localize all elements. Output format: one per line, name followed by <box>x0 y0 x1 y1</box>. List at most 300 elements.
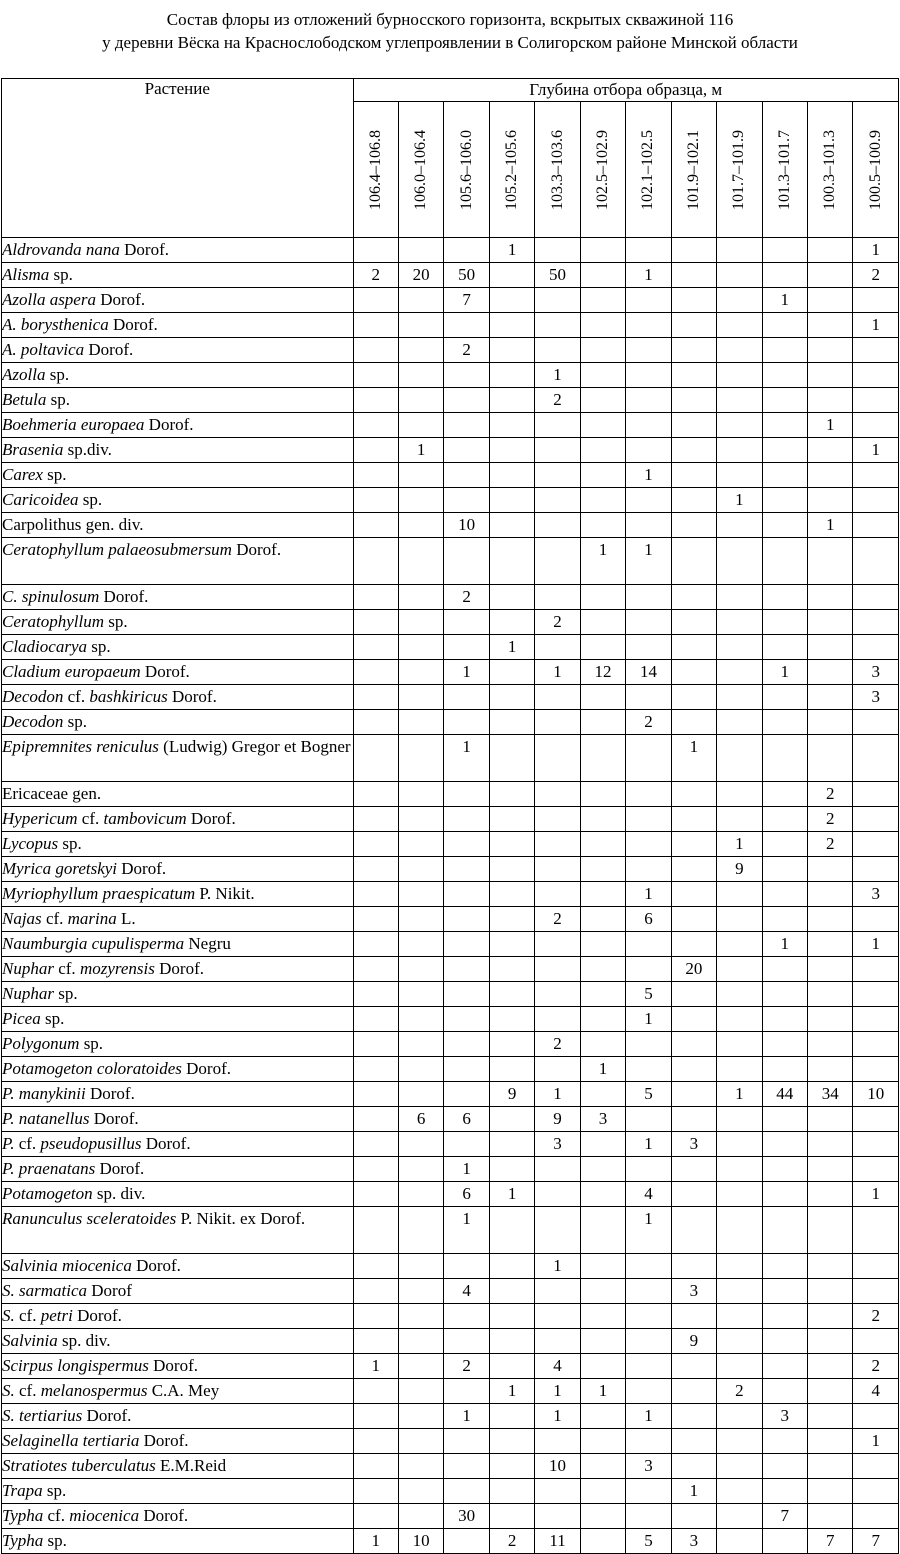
species-name-text: P. Nikit. ex Dorof. <box>176 1209 306 1228</box>
count-cell <box>444 1429 489 1454</box>
count-cell: 3 <box>580 1107 625 1132</box>
depth-label: 100.3–101.3 <box>821 129 839 210</box>
count-cell <box>671 585 716 610</box>
count-cell <box>580 1404 625 1429</box>
count-cell <box>626 735 671 782</box>
count-cell <box>853 1254 899 1279</box>
plant-name-cell <box>2 832 354 857</box>
count-cell <box>353 635 398 660</box>
count-cell <box>808 1329 853 1354</box>
species-name-italic: Ceratophyllum palaeosubmersum <box>2 540 232 559</box>
plant-name-cell <box>2 1404 354 1429</box>
count-cell <box>762 413 807 438</box>
table-row <box>2 388 899 413</box>
count-cell <box>808 710 853 735</box>
table-row <box>2 1379 899 1404</box>
count-cell: 1 <box>444 1207 489 1254</box>
count-cell <box>808 438 853 463</box>
count-cell <box>444 1057 489 1082</box>
count-cell <box>671 363 716 388</box>
plant-column-header: Растение <box>2 79 354 238</box>
count-cell <box>535 1329 580 1354</box>
count-cell <box>444 413 489 438</box>
table-row <box>2 857 899 882</box>
count-cell <box>808 932 853 957</box>
count-cell <box>398 388 443 413</box>
count-cell: 50 <box>444 263 489 288</box>
depth-label: 101.7–101.9 <box>730 129 748 210</box>
count-cell <box>489 1354 534 1379</box>
count-cell <box>444 1379 489 1404</box>
count-cell <box>853 338 899 363</box>
table-row <box>2 363 899 388</box>
species-name-text: Ericaceae gen. <box>2 784 102 803</box>
count-cell <box>398 832 443 857</box>
count-cell <box>489 438 534 463</box>
species-name-italic: Nuphar <box>2 959 54 978</box>
count-cell <box>717 807 762 832</box>
count-cell <box>717 735 762 782</box>
species-name-text: sp. <box>63 712 87 731</box>
count-cell <box>580 1007 625 1032</box>
count-cell <box>808 1182 853 1207</box>
count-cell <box>808 1429 853 1454</box>
count-cell <box>535 488 580 513</box>
count-cell <box>353 832 398 857</box>
count-cell <box>762 363 807 388</box>
table-row <box>2 807 899 832</box>
count-cell <box>671 1057 716 1082</box>
species-name-italic: S. <box>2 1306 15 1325</box>
count-cell <box>398 957 443 982</box>
table-row <box>2 1057 899 1082</box>
count-cell <box>808 338 853 363</box>
plant-name-cell <box>2 857 354 882</box>
count-cell: 6 <box>444 1182 489 1207</box>
depth-header <box>671 102 716 238</box>
table-row <box>2 1479 899 1504</box>
species-name-italic: P. natanellus <box>2 1109 90 1128</box>
count-cell <box>489 1279 534 1304</box>
count-cell <box>853 463 899 488</box>
count-cell <box>535 338 580 363</box>
table-row <box>2 735 899 782</box>
table-row <box>2 463 899 488</box>
count-cell: 1 <box>762 288 807 313</box>
count-cell <box>762 1182 807 1207</box>
species-name-text: Dorof. <box>141 1134 191 1153</box>
count-cell <box>671 1082 716 1107</box>
plant-name-cell <box>2 1132 354 1157</box>
count-cell: 14 <box>626 660 671 685</box>
count-cell <box>717 1032 762 1057</box>
count-cell <box>353 413 398 438</box>
species-name-italic: Azolla <box>2 365 46 384</box>
count-cell: 3 <box>762 1404 807 1429</box>
count-cell <box>717 438 762 463</box>
plant-name-cell <box>2 488 354 513</box>
count-cell <box>444 1254 489 1279</box>
count-cell <box>808 388 853 413</box>
table-row <box>2 882 899 907</box>
count-cell <box>444 932 489 957</box>
count-cell <box>853 710 899 735</box>
count-cell <box>717 363 762 388</box>
count-cell <box>489 488 534 513</box>
depth-header <box>535 102 580 238</box>
count-cell <box>444 238 489 263</box>
table-row <box>2 263 899 288</box>
count-cell <box>671 1379 716 1404</box>
count-cell <box>580 388 625 413</box>
species-name-italic: Cladium europaeum <box>2 662 141 681</box>
count-cell <box>580 1304 625 1329</box>
depth-label: 106.0–106.4 <box>412 129 430 210</box>
plant-name-cell <box>2 1479 354 1504</box>
count-cell <box>853 1279 899 1304</box>
plant-name-cell <box>2 1354 354 1379</box>
count-cell <box>762 1454 807 1479</box>
count-cell <box>535 635 580 660</box>
count-cell: 6 <box>398 1107 443 1132</box>
count-cell <box>671 932 716 957</box>
count-cell <box>762 1132 807 1157</box>
count-cell <box>489 413 534 438</box>
count-cell <box>353 1504 398 1529</box>
count-cell <box>762 685 807 710</box>
count-cell <box>762 832 807 857</box>
count-cell <box>808 1107 853 1132</box>
count-cell <box>671 782 716 807</box>
count-cell <box>808 288 853 313</box>
count-cell <box>489 263 534 288</box>
count-cell <box>398 1354 443 1379</box>
count-cell <box>717 388 762 413</box>
count-cell <box>717 1157 762 1182</box>
count-cell: 5 <box>626 1082 671 1107</box>
count-cell <box>762 1157 807 1182</box>
count-cell <box>580 513 625 538</box>
species-name-italic: Betula <box>2 390 47 409</box>
count-cell <box>580 1454 625 1479</box>
count-cell: 10 <box>444 513 489 538</box>
count-cell: 1 <box>626 463 671 488</box>
count-cell <box>489 1404 534 1429</box>
count-cell <box>626 1032 671 1057</box>
count-cell <box>398 882 443 907</box>
count-cell: 2 <box>535 1032 580 1057</box>
species-name-text: Dorof. <box>99 587 149 606</box>
count-cell: 3 <box>671 1279 716 1304</box>
count-cell <box>762 338 807 363</box>
plant-name-cell <box>2 735 354 782</box>
count-cell <box>535 1504 580 1529</box>
species-name-text: cf. <box>77 809 104 828</box>
plant-name-cell <box>2 413 354 438</box>
count-cell <box>444 363 489 388</box>
count-cell <box>489 882 534 907</box>
count-cell <box>808 538 853 585</box>
count-cell <box>626 388 671 413</box>
species-name-text: Dorof. <box>186 809 236 828</box>
count-cell <box>717 1254 762 1279</box>
count-cell <box>762 1479 807 1504</box>
count-cell <box>353 782 398 807</box>
count-cell <box>444 538 489 585</box>
count-cell <box>398 463 443 488</box>
count-cell <box>626 832 671 857</box>
count-cell: 1 <box>580 1057 625 1082</box>
count-cell <box>626 1479 671 1504</box>
count-cell <box>535 585 580 610</box>
depth-header <box>808 102 853 238</box>
count-cell <box>489 1254 534 1279</box>
count-cell <box>489 338 534 363</box>
species-name-text: sp. <box>46 390 71 409</box>
species-name-text: Dorof. <box>95 290 146 309</box>
species-name-text: cf. <box>53 959 80 978</box>
count-cell <box>626 1329 671 1354</box>
count-cell <box>626 610 671 635</box>
count-cell <box>808 1254 853 1279</box>
table-row <box>2 338 899 363</box>
count-cell: 12 <box>580 660 625 685</box>
species-name-italic: Najas <box>2 909 42 928</box>
count-cell <box>853 513 899 538</box>
count-cell <box>717 413 762 438</box>
count-cell <box>489 1132 534 1157</box>
count-cell <box>762 313 807 338</box>
plant-name-cell <box>2 660 354 685</box>
count-cell <box>580 1354 625 1379</box>
plant-name-cell <box>2 263 354 288</box>
count-cell <box>489 782 534 807</box>
count-cell <box>580 288 625 313</box>
count-cell <box>535 513 580 538</box>
plant-name-cell <box>2 313 354 338</box>
species-name-italic: Caricoidea <box>2 490 79 509</box>
count-cell <box>398 1132 443 1157</box>
species-name-text: Dorof. <box>119 240 169 259</box>
count-cell <box>444 610 489 635</box>
count-cell <box>580 782 625 807</box>
count-cell: 50 <box>535 263 580 288</box>
count-cell <box>762 710 807 735</box>
count-cell <box>535 957 580 982</box>
count-cell <box>762 807 807 832</box>
count-cell: 9 <box>535 1107 580 1132</box>
count-cell: 1 <box>626 1132 671 1157</box>
count-cell <box>717 1207 762 1254</box>
plant-name-cell <box>2 388 354 413</box>
count-cell <box>762 238 807 263</box>
count-cell: 9 <box>717 857 762 882</box>
count-cell <box>535 1007 580 1032</box>
count-cell <box>398 1454 443 1479</box>
count-cell <box>762 857 807 882</box>
count-cell <box>398 488 443 513</box>
species-name-italic: Cladiocarya <box>2 637 87 656</box>
count-cell: 2 <box>808 782 853 807</box>
count-cell <box>671 1429 716 1454</box>
table-row <box>2 1454 899 1479</box>
species-name-text: Dorof. <box>181 1059 232 1078</box>
species-name-italic: Decodon <box>2 712 64 731</box>
count-cell <box>398 685 443 710</box>
species-name-italic: Brasenia <box>2 440 64 459</box>
count-cell <box>671 1404 716 1429</box>
depth-label: 100.5–100.9 <box>866 129 884 210</box>
count-cell <box>762 1254 807 1279</box>
table-row <box>2 238 899 263</box>
count-cell <box>444 463 489 488</box>
count-cell <box>717 1354 762 1379</box>
species-name-italic: Boehmeria europaea <box>2 415 145 434</box>
count-cell <box>353 1329 398 1354</box>
count-cell <box>489 907 534 932</box>
count-cell <box>808 263 853 288</box>
plant-name-cell <box>2 635 354 660</box>
count-cell <box>398 1007 443 1032</box>
count-cell: 1 <box>762 932 807 957</box>
species-name-text: sp. <box>43 1531 67 1550</box>
count-cell <box>580 1207 625 1254</box>
count-cell <box>489 660 534 685</box>
table-row <box>2 610 899 635</box>
count-cell <box>444 710 489 735</box>
count-cell <box>353 1304 398 1329</box>
count-cell <box>808 1007 853 1032</box>
count-cell <box>808 363 853 388</box>
count-cell <box>444 488 489 513</box>
count-cell <box>853 288 899 313</box>
count-cell <box>535 1157 580 1182</box>
species-name-text: cf. <box>14 1306 41 1325</box>
count-cell <box>762 1279 807 1304</box>
count-cell <box>353 1454 398 1479</box>
species-name-italic: Myrica goretskyi <box>2 859 118 878</box>
count-cell <box>398 313 443 338</box>
species-name-text: P. Nikit. <box>195 884 255 903</box>
count-cell <box>626 488 671 513</box>
count-cell <box>489 463 534 488</box>
species-name-text: Dorof. <box>82 1406 132 1425</box>
count-cell <box>535 857 580 882</box>
species-name-italic: Azolla aspera <box>2 290 96 309</box>
count-cell <box>580 338 625 363</box>
count-cell: 2 <box>535 388 580 413</box>
count-cell <box>671 388 716 413</box>
species-name-text: cf. <box>14 1134 41 1153</box>
count-cell <box>535 288 580 313</box>
count-cell <box>853 1454 899 1479</box>
count-cell <box>717 1504 762 1529</box>
table-row <box>2 1254 899 1279</box>
count-cell <box>444 1007 489 1032</box>
count-cell <box>580 832 625 857</box>
count-cell <box>398 982 443 1007</box>
count-cell <box>444 388 489 413</box>
count-cell <box>353 1279 398 1304</box>
count-cell <box>626 1379 671 1404</box>
count-cell <box>489 1429 534 1454</box>
count-cell <box>580 857 625 882</box>
count-cell <box>853 832 899 857</box>
count-cell <box>489 957 534 982</box>
species-name-text: Dorof. <box>140 662 190 681</box>
species-name-italic: S. tertiarius <box>2 1406 83 1425</box>
count-cell <box>444 832 489 857</box>
count-cell <box>353 685 398 710</box>
plant-name-cell <box>2 513 354 538</box>
count-cell <box>398 907 443 932</box>
count-cell <box>398 1504 443 1529</box>
count-cell <box>353 932 398 957</box>
species-name-text: sp. <box>42 1481 67 1500</box>
table-row <box>2 1107 899 1132</box>
count-cell <box>580 882 625 907</box>
count-cell <box>535 782 580 807</box>
count-cell: 4 <box>535 1354 580 1379</box>
count-cell: 4 <box>444 1279 489 1304</box>
count-cell: 6 <box>444 1107 489 1132</box>
table-row <box>2 685 899 710</box>
count-cell <box>535 882 580 907</box>
count-cell <box>717 513 762 538</box>
count-cell: 1 <box>808 513 853 538</box>
table-row <box>2 932 899 957</box>
count-cell <box>853 982 899 1007</box>
count-cell <box>853 1157 899 1182</box>
table-row <box>2 513 899 538</box>
table-row <box>2 710 899 735</box>
count-cell <box>580 1082 625 1107</box>
count-cell <box>398 1329 443 1354</box>
count-cell <box>808 735 853 782</box>
count-cell <box>853 1007 899 1032</box>
count-cell <box>444 1479 489 1504</box>
table-row <box>2 438 899 463</box>
count-cell: 1 <box>489 1379 534 1404</box>
count-cell: 1 <box>489 635 534 660</box>
count-cell <box>489 1304 534 1329</box>
count-cell <box>398 1379 443 1404</box>
count-cell <box>717 313 762 338</box>
count-cell <box>671 660 716 685</box>
count-cell: 1 <box>671 735 716 782</box>
count-cell <box>808 488 853 513</box>
species-name-text: sp. div. <box>57 1331 111 1350</box>
count-cell <box>353 585 398 610</box>
count-cell: 1 <box>626 1007 671 1032</box>
plant-name-cell <box>2 957 354 982</box>
count-cell: 1 <box>853 1182 899 1207</box>
depth-label: 105.2–105.6 <box>503 129 521 210</box>
plant-name-cell <box>2 1182 354 1207</box>
count-cell <box>580 685 625 710</box>
count-cell <box>808 1379 853 1404</box>
count-cell: 10 <box>853 1082 899 1107</box>
count-cell <box>808 1057 853 1082</box>
count-cell <box>580 635 625 660</box>
count-cell <box>398 238 443 263</box>
count-cell <box>535 463 580 488</box>
count-cell: 10 <box>398 1529 443 1554</box>
count-cell <box>398 1207 443 1254</box>
count-cell <box>626 363 671 388</box>
count-cell: 1 <box>535 660 580 685</box>
table-row <box>2 907 899 932</box>
